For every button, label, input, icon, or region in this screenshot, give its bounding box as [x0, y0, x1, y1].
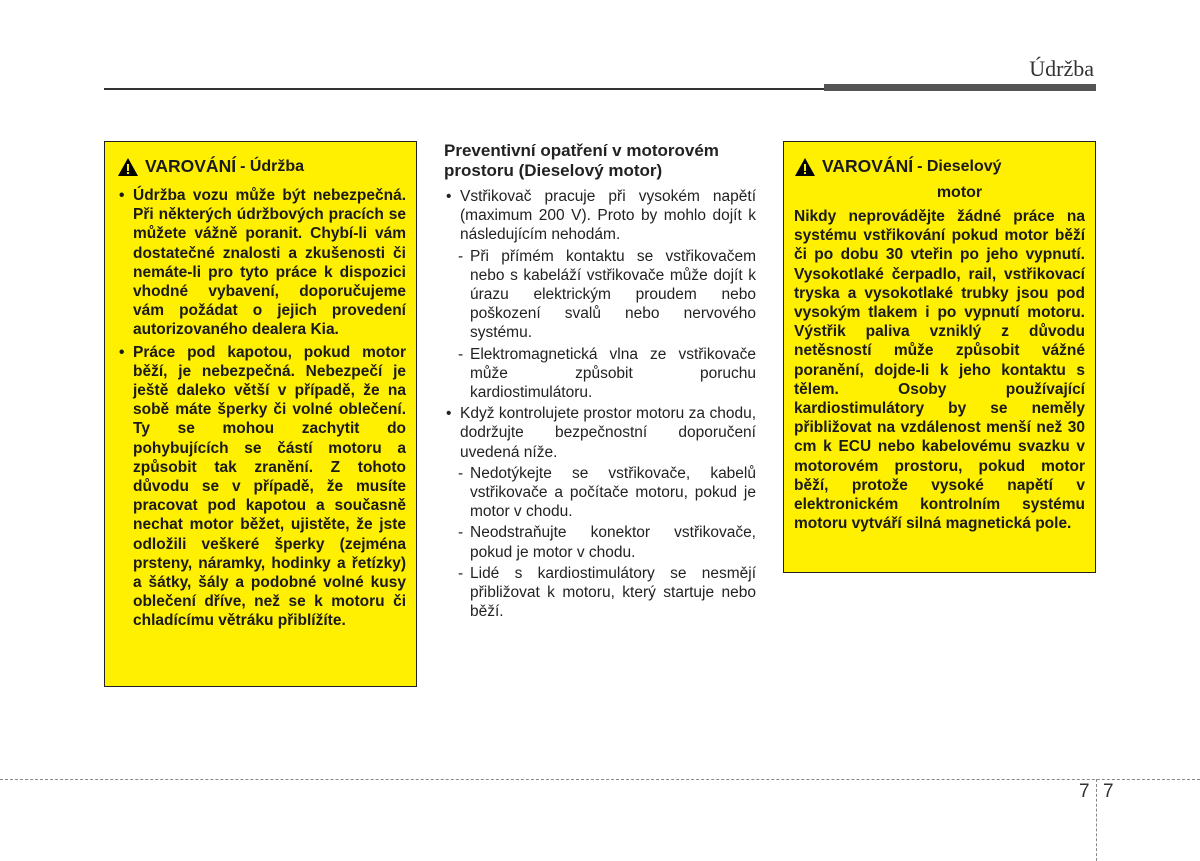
footer-vertical-rule	[1096, 779, 1097, 861]
warning-bullet: • Údržba vozu může být nebezpečná. Při některých údržbových pracích se můžete vážně poranit. Chybí-li vám dostatečné znalosti a zkušenosti či nemáte-li pro tyto práce k dispozici vhodné vybavení, doporučujeme vám požádat o jejich provedení autorizovaného dealera Kia.	[117, 186, 406, 340]
warning-box-maintenance	[104, 141, 417, 687]
bullet-item: • Vstřikovač pracuje při vysokém napětí (maximum 200 V). Proto by mohlo dojít k následujícím nehodám.	[444, 187, 756, 245]
warning-title	[794, 156, 1085, 203]
warning-subject-line2: motor	[936, 184, 983, 201]
warning-bullet: • Práce pod kapotou, pokud motor běží, je nebezpečná. Nebezpečí je ještě daleko větší v případě, že na sobě máte šperky či volné oblečení. Ty se mohou zachytit do pohybujících se částí motoru a způsobit tak zranění. Z tohoto důvodu se v případě, že musíte pracovat pod kapotou a současně nechat motor běžet, ujistěte, že jste odložili veškeré šperky (zejména prsteny, náramky, hodinky a řetízky) a šátky, šály a podobné volné kusy oblečení dříve, než se k motoru či chladícímu větráku přiblížíte.	[117, 343, 406, 631]
warning-word: VAROVÁNÍ	[822, 156, 914, 176]
warning-triangle-icon	[794, 157, 816, 182]
header-bar	[824, 84, 1096, 91]
footer-dashed-rule	[0, 779, 1200, 780]
sub-item: - Při přímém kontaktu se vstřikovačem nebo s kabeláží vstřikovače může dojít k úrazu elektrickým proudem nebo poškození svalů nebo nervového systému.	[444, 247, 756, 343]
warning-subject: - Dieselový	[917, 158, 1002, 175]
page-number: 7	[1103, 781, 1114, 802]
header-rule	[104, 88, 824, 90]
sub-item: - Elektromagnetická vlna ze vstřikovače může způsobit poruchu kardiostimulátoru.	[444, 345, 756, 403]
warning-subject: - Údržba	[240, 158, 305, 175]
page-section-title: Údržba	[1029, 56, 1094, 81]
bullet-item: • Když kontrolujete prostor motoru za chodu, dodržujte bezpečnostní doporučení uvedená níže.	[444, 404, 756, 462]
sub-item: - Lidé s kardiostimulátory se nesmějí přibližovat k motoru, který startuje nebo běží.	[444, 564, 756, 622]
sub-item: - Neodstraňujte konektor vstřikovače, pokud je motor v chodu.	[444, 523, 756, 561]
warning-title	[117, 156, 406, 182]
chapter-number: 7	[1079, 781, 1090, 802]
warning-word: VAROVÁNÍ	[145, 156, 237, 176]
warning-bullets	[117, 186, 406, 631]
warning-box-diesel	[783, 141, 1096, 573]
sub-item: - Nedotýkejte se vstřikovače, kabelů vstřikovače a počítače motoru, pokud je motor v chodu.	[444, 464, 756, 522]
warning-text: Nikdy neprovádějte žádné práce na systému vstřikování pokud motor běží či po dobu 30 vteřin po jeho vypnutí. Vysokotlaké čerpadlo, rail, vstřikovací tryska a vysokotlaké trubky jsou pod vysokým tlakem i po vypnutí motoru. Výstřik paliva vzniklý z důvodu netěsností může způsobit vážné poranění, dojde-li k jeho kontaktu s tělem. Osoby používající kardiostimulátory by se neměly přibližovat na vzdálenost menší než 30 cm k ECU nebo kabelovému svazku v motorovém prostoru, pokud motor běží, protože vysoké napětí v elektronickém kontrolním systému motoru vytváří silná magnetická pole.	[794, 208, 1085, 533]
precautions-section	[444, 141, 756, 623]
section-heading: Preventivní opatření v motorovém prostoru (Dieselový motor)	[444, 141, 719, 180]
warning-triangle-icon	[117, 157, 139, 182]
